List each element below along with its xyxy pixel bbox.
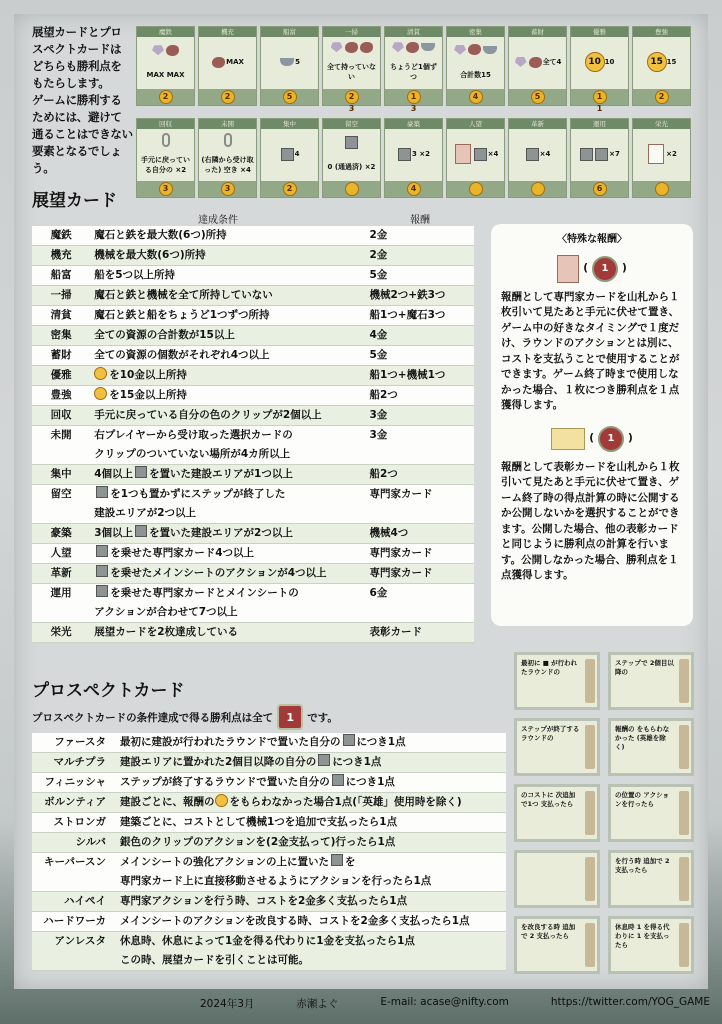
achievement-condition: 4個以上 を置いた建設エリアが1つ以上 (90, 465, 365, 485)
achievement-condition: を15金以上所持 (90, 386, 365, 406)
intro-text (32, 24, 140, 177)
coin-icon: 1 3 (407, 90, 421, 104)
tenbou-card-table (32, 226, 474, 643)
reward: 2金 (365, 246, 474, 266)
summary-card-reward (447, 89, 504, 105)
footer (200, 996, 710, 1011)
achievement-condition: 全ての資源の個数がそれぞれ4つ以上 (90, 346, 365, 366)
reward: 機械2つ+鉄3つ (365, 286, 474, 306)
coin-icon (345, 182, 359, 196)
achievement-condition: 魔石と鉄と船をちょうど1つずつ所持 (90, 306, 365, 326)
table-row (32, 773, 506, 793)
summary-card (136, 26, 195, 106)
prospect-note: プロスペクトカードの条件達成で得る勝利点は全て 1 です。 (32, 704, 338, 730)
summary-card-reward (199, 89, 256, 105)
footer-url[interactable]: https://twitter.com/YOG_GAME (550, 996, 710, 1008)
reward: 5金 (365, 346, 474, 366)
prospect-card-name: アンレスタ (32, 932, 116, 971)
summary-card-reward (261, 181, 318, 197)
table-row (32, 485, 474, 524)
reward: 専門家カード (365, 564, 474, 584)
summary-card-name: 機充 (199, 27, 256, 37)
achievement-condition: を乗せたメインシートのアクションが4つ以上 (90, 564, 365, 584)
cube-icon (343, 734, 355, 746)
footer-email[interactable]: E-mail: acase@nifty.com (380, 996, 509, 1008)
coin-icon (94, 387, 107, 400)
prospect-card-thumbnail: 最初に ■ が行われたラウンドの (514, 652, 600, 710)
summary-card-text: 5 (295, 58, 300, 66)
card-name: 未開 (32, 426, 90, 465)
summary-card-name: 蓄財 (509, 27, 566, 37)
cube-icon (332, 774, 344, 786)
column-header-condition: 達成条件 (198, 215, 238, 226)
prospect-card-thumbnail: ステップで 2個目以降の (608, 652, 694, 710)
summary-card-body (447, 129, 504, 179)
prospect-card-name: シルバ (32, 833, 116, 853)
section-title-tenbou: 展望カード (32, 191, 117, 211)
card-name: 機充 (32, 246, 90, 266)
achievement-condition: を10金以上所持 (90, 366, 365, 386)
table-row (32, 584, 474, 623)
prospect-condition: メインシートのアクションを改良する時、コストを2金多く支払ったら1点 (116, 912, 506, 932)
prospect-condition: 建設エリアに置かれた2個目以降の自分の につき1点 (116, 753, 506, 773)
coin-icon: 2 (221, 90, 235, 104)
table-row (32, 733, 506, 753)
summary-card-body (261, 37, 318, 87)
achievement-condition: 手元に戻っている自分の色のクリップが2個以上 (90, 406, 365, 426)
summary-card-reward (137, 181, 194, 197)
reward: 船1つ+魔石3つ (365, 306, 474, 326)
coin-icon: 5 (283, 90, 297, 104)
summary-card-body (323, 37, 380, 87)
summary-card-body: 10 10 (571, 37, 628, 87)
summary-card-body (509, 37, 566, 87)
prospect-condition: 建築ごとに、コストとして機械1つを追加で支払ったら1点 (116, 813, 506, 833)
card-name: 回収 (32, 406, 90, 426)
summary-card (508, 26, 567, 106)
table-row (32, 306, 474, 326)
card-name: 豪築 (32, 524, 90, 544)
card-name: 集中 (32, 465, 90, 485)
summary-card-body (385, 37, 442, 87)
summary-card-body: 15 15 (633, 37, 690, 87)
coin-icon: 6 (593, 182, 607, 196)
reward: 船2つ (365, 386, 474, 406)
summary-card-text: (右隣から受け取った) 空き ×4 (201, 156, 254, 174)
summary-card (322, 26, 381, 113)
table-row (32, 326, 474, 346)
honor-card-icon (551, 428, 585, 450)
achievement-condition: を1つも置かずにステップが終了した 建設エリアが2つ以上 (90, 485, 365, 524)
reward: 機械4つ (365, 524, 474, 544)
prospect-card-name: ストロンガ (32, 813, 116, 833)
reward: 4金 (365, 326, 474, 346)
table-row (32, 564, 474, 584)
table-row (32, 286, 474, 306)
coin-icon: 2 (283, 182, 297, 196)
special-reward-title: 〈特殊な報酬〉 (557, 234, 627, 245)
prospect-card-table (32, 733, 506, 971)
summary-card-reward (323, 181, 380, 197)
special-reward-box (491, 224, 693, 626)
summary-card-reward (633, 89, 690, 105)
expert-card-reward-icons: ( 1 ) (501, 254, 683, 284)
reward: 船2つ (365, 465, 474, 485)
table-row (32, 346, 474, 366)
footer-date: 2024年3月 (200, 998, 255, 1010)
summary-card (136, 118, 195, 198)
summary-card-body (261, 129, 318, 179)
summary-card-body (199, 129, 256, 179)
summary-card (446, 26, 505, 106)
coin-icon: 5 (531, 90, 545, 104)
prospect-card-name: ハードワーカ (32, 912, 116, 932)
intro-line: スペクトカードは (32, 42, 122, 56)
reward: 3金 (365, 426, 474, 465)
table-row (32, 912, 506, 932)
table-row (32, 833, 506, 853)
summary-card-name: 運用 (571, 119, 628, 129)
coin-icon: 2 (159, 90, 173, 104)
summary-card-name: 未開 (199, 119, 256, 129)
reward: 6金 (365, 584, 474, 623)
summary-card-name: 革新 (509, 119, 566, 129)
prospect-card-thumbnail: のコストに 次追加で1つ 支払ったら (514, 784, 600, 842)
coin-icon (94, 367, 107, 380)
intro-line: 要素となるでしょう。 (32, 144, 122, 175)
summary-card (384, 118, 443, 198)
coin-icon: 3 (159, 182, 173, 196)
prospect-card-name: フィニッシャ (32, 773, 116, 793)
coin-icon (215, 794, 228, 807)
prospect-condition: 専門家アクションを行う時、コストを2金多く支払ったら1点 (116, 892, 506, 912)
summary-card-body (447, 37, 504, 87)
cube-icon (96, 565, 108, 577)
honor-card-reward-icons: ( 1 ) (501, 424, 683, 454)
prospect-condition: メインシートの強化アクションの上に置いた を 専門家カード上に直接移動させるようにアクションを行ったら1点 (116, 853, 506, 892)
summary-card-name: 留空 (323, 119, 380, 129)
cube-icon (331, 854, 343, 866)
table-row (32, 406, 474, 426)
reward: 専門家カード (365, 485, 474, 524)
cube-icon (96, 486, 108, 498)
intro-line: ためには、避けて (32, 110, 122, 124)
summary-card-body (199, 37, 256, 87)
summary-card (632, 26, 691, 106)
summary-card-text: ×4 (539, 150, 551, 158)
table-row (32, 465, 474, 485)
intro-line: もたらします。 (32, 76, 110, 90)
cube-icon (135, 466, 147, 478)
prospect-card-thumbnail: 報酬の をもらわなかった (英雄を除く) (608, 718, 694, 776)
expert-card-reward-text: 報酬として専門家カードを山札から１枚引いて見たあと手元に伏せて置き、ゲーム中の好きなタイミングで１度だけ、ラウンドのアクションとは別に、コストを支払うことで使用することができます。ゲーム終了時まで使用しなかった場合、１枚につき勝利点を１点獲得します。 (501, 290, 680, 411)
coin-icon: 1 1 (593, 90, 607, 104)
summary-card-name: 一掃 (323, 27, 380, 37)
card-name: 豊強 (32, 386, 90, 406)
reward: 5金 (365, 266, 474, 286)
prospect-condition: 銀色のクリップのアクションを(2金支払って)行ったら1点 (116, 833, 506, 853)
coin-icon: 3 (221, 182, 235, 196)
summary-card-name: 密集 (447, 27, 504, 37)
summary-card-reward (385, 181, 442, 197)
summary-card-reward (633, 181, 690, 197)
summary-card-text: 3 ×2 (411, 150, 431, 158)
summary-card-text: ×2 (666, 150, 677, 158)
summary-card-text: 15 (666, 58, 677, 66)
table-row (32, 226, 474, 246)
table-row (32, 426, 474, 465)
summary-card-name: 人望 (447, 119, 504, 129)
summary-card-text: 合計数15 (460, 70, 491, 79)
achievement-condition: 魔石と鉄と機械を全て所持していない (90, 286, 365, 306)
intro-line: どちらも勝利点を (32, 59, 122, 73)
card-name: 密集 (32, 326, 90, 346)
coin-icon (531, 182, 545, 196)
prospect-card-thumbnail: を改良する時 追加で 2 支払ったら (514, 916, 600, 974)
summary-card-text: ちょうど1個ずつ (390, 63, 437, 82)
summary-card (322, 118, 381, 198)
prospect-condition: 最初に建設が行われたラウンドで置いた自分の につき1点 (116, 733, 506, 753)
summary-card-text: MAX (226, 58, 244, 66)
prospect-card-thumbnail: ステップが終了するラウンドの (514, 718, 600, 776)
summary-card (570, 118, 629, 198)
achievement-condition: 機械を最大数(6つ)所持 (90, 246, 365, 266)
prospect-card-name: ハイペイ (32, 892, 116, 912)
card-name: 運用 (32, 584, 90, 623)
prospect-card-name: キーパースン (32, 853, 116, 892)
summary-card (632, 118, 691, 198)
card-name: 清貧 (32, 306, 90, 326)
summary-card-reward (571, 181, 628, 197)
summary-card-text: MAX MAX (146, 71, 185, 80)
summary-card-text: 手元に戻っている自分の ×2 (141, 156, 190, 174)
prospect-card-name: ファースタ (32, 733, 116, 753)
intro-line: 通ることはできない (32, 127, 133, 141)
table-row (32, 623, 474, 643)
summary-card-text: 0 (通過済) ×2 (327, 163, 376, 172)
summary-card (198, 118, 257, 198)
summary-card-body (509, 129, 566, 179)
reward: 専門家カード (365, 544, 474, 564)
summary-card-name: 栄光 (633, 119, 690, 129)
table-row (32, 524, 474, 544)
card-name: 栄光 (32, 623, 90, 643)
card-summary-grid (136, 26, 696, 198)
summary-card-name: 船富 (261, 27, 318, 37)
table-row (32, 853, 506, 892)
summary-card-reward (199, 181, 256, 197)
summary-card-body (633, 129, 690, 179)
card-name: 蓄財 (32, 346, 90, 366)
summary-card-reward (385, 89, 442, 113)
reward: 船1つ+機械1つ (365, 366, 474, 386)
achievement-condition: 船を5つ以上所持 (90, 266, 365, 286)
summary-card-text: 全て4 (542, 58, 562, 66)
summary-card-text: ×4 (487, 150, 499, 158)
coin-icon: 2 (655, 90, 669, 104)
summary-card-text: 全て持っていない (327, 63, 376, 82)
summary-card-body (571, 129, 628, 179)
card-name: 一掃 (32, 286, 90, 306)
coin-icon (469, 182, 483, 196)
table-row (32, 544, 474, 564)
achievement-condition: を乗せた専門家カードとメインシートの アクションが合わせて7つ以上 (90, 584, 365, 623)
summary-card (570, 26, 629, 113)
prospect-condition: 建設ごとに、報酬の をもらわなかった場合1点(「英雄」使用時を除く) (116, 793, 506, 813)
summary-card (260, 118, 319, 198)
table-row (32, 793, 506, 813)
summary-card-name: 集中 (261, 119, 318, 129)
card-name: 人望 (32, 544, 90, 564)
prospect-card-thumbnail (514, 850, 600, 908)
card-name: 船富 (32, 266, 90, 286)
summary-card-name: 優雅 (571, 27, 628, 37)
card-name: 革新 (32, 564, 90, 584)
achievement-condition: 魔石と鉄を最大数(6つ)所持 (90, 226, 365, 246)
summary-card-name: 清貧 (385, 27, 442, 37)
prospect-condition: 休息時、休息によって1金を得る代わりに1金を支払ったら1点 この時、展望カードを引くことは可能。 (116, 932, 506, 971)
summary-card (508, 118, 567, 198)
summary-card-text: 10 (604, 58, 615, 66)
summary-card-reward (509, 181, 566, 197)
table-row (32, 386, 474, 406)
summary-card (384, 26, 443, 113)
summary-card-reward (137, 89, 194, 105)
section-title-prospect: プロスペクトカード (32, 681, 185, 701)
summary-card-name: 豊強 (633, 27, 690, 37)
cube-icon (96, 545, 108, 557)
achievement-condition: 展望カードを2枚達成している (90, 623, 365, 643)
table-row (32, 266, 474, 286)
cube-icon (96, 585, 108, 597)
footer-author: 赤瀬よぐ (296, 998, 339, 1010)
honor-card-reward-text: 報酬として表彰カードを山札から１枚引いて見たあと手元に伏せて置き、ゲーム終了時の得点計算の時に公開するか公開しないかを選択することができます。公開した場合、他の表彰カードと同じように勝利点の計算を行います。公開しなかった場合、勝利点を１点獲得します。 (501, 460, 680, 581)
intro-line: ゲームに勝利する (32, 93, 122, 107)
table-row (32, 932, 506, 971)
prospect-card-name: ボルンティア (32, 793, 116, 813)
table-row (32, 753, 506, 773)
intro-line: 展望カードとプロ (32, 25, 122, 39)
prospect-card-thumbnail: 休息時 1 を得る代わりに 1 を支払ったら (608, 916, 694, 974)
summary-card (446, 118, 505, 198)
summary-card-name: 魔鉄 (137, 27, 194, 37)
summary-card (198, 26, 257, 106)
summary-card-text: 4 (294, 150, 300, 158)
prospect-card-thumbnails (514, 652, 694, 974)
summary-card-reward (261, 89, 318, 105)
achievement-condition: を乗せた専門家カード4つ以上 (90, 544, 365, 564)
reward: 2金 (365, 226, 474, 246)
expert-card-icon (557, 255, 579, 283)
victory-point-icon: 1 (592, 256, 618, 282)
card-name: 優雅 (32, 366, 90, 386)
table-row (32, 366, 474, 386)
summary-card-body (323, 129, 380, 179)
reward: 表彰カード (365, 623, 474, 643)
coin-icon: 2 3 (345, 90, 359, 104)
summary-card-body (137, 37, 194, 87)
summary-card-reward (571, 89, 628, 113)
summary-card (260, 26, 319, 106)
summary-card-reward (509, 89, 566, 105)
cube-icon (135, 525, 147, 537)
summary-card-body (385, 129, 442, 179)
card-name: 魔鉄 (32, 226, 90, 246)
column-header-reward: 報酬 (410, 215, 430, 226)
prospect-card-thumbnail: を行う時 追加で 2 支払ったら (608, 850, 694, 908)
summary-card-name: 回収 (137, 119, 194, 129)
summary-card-reward (323, 89, 380, 113)
card-name: 留空 (32, 485, 90, 524)
prospect-card-thumbnail: の位置の アクションを行ったら (608, 784, 694, 842)
reward: 3金 (365, 406, 474, 426)
coin-icon: 4 (407, 182, 421, 196)
summary-card-body (137, 129, 194, 179)
table-row (32, 813, 506, 833)
prospect-card-name: マルチプラ (32, 753, 116, 773)
achievement-condition: 3個以上 を置いた建設エリアが2つ以上 (90, 524, 365, 544)
achievement-condition: 右プレイヤーから受け取った選択カードの クリップのついていない場所が4カ所以上 (90, 426, 365, 465)
table-row (32, 246, 474, 266)
cube-icon (318, 754, 330, 766)
victory-point-icon: 1 (277, 704, 303, 730)
summary-card-reward (447, 181, 504, 197)
table-row (32, 892, 506, 912)
coin-icon: 4 (469, 90, 483, 104)
coin-icon (655, 182, 669, 196)
summary-card-text: ×7 (609, 150, 620, 158)
prospect-condition: ステップが終了するラウンドで置いた自分の につき1点 (116, 773, 506, 793)
achievement-condition: 全ての資源の合計数が15以上 (90, 326, 365, 346)
victory-point-icon: 1 (598, 426, 624, 452)
summary-card-name: 豪築 (385, 119, 442, 129)
